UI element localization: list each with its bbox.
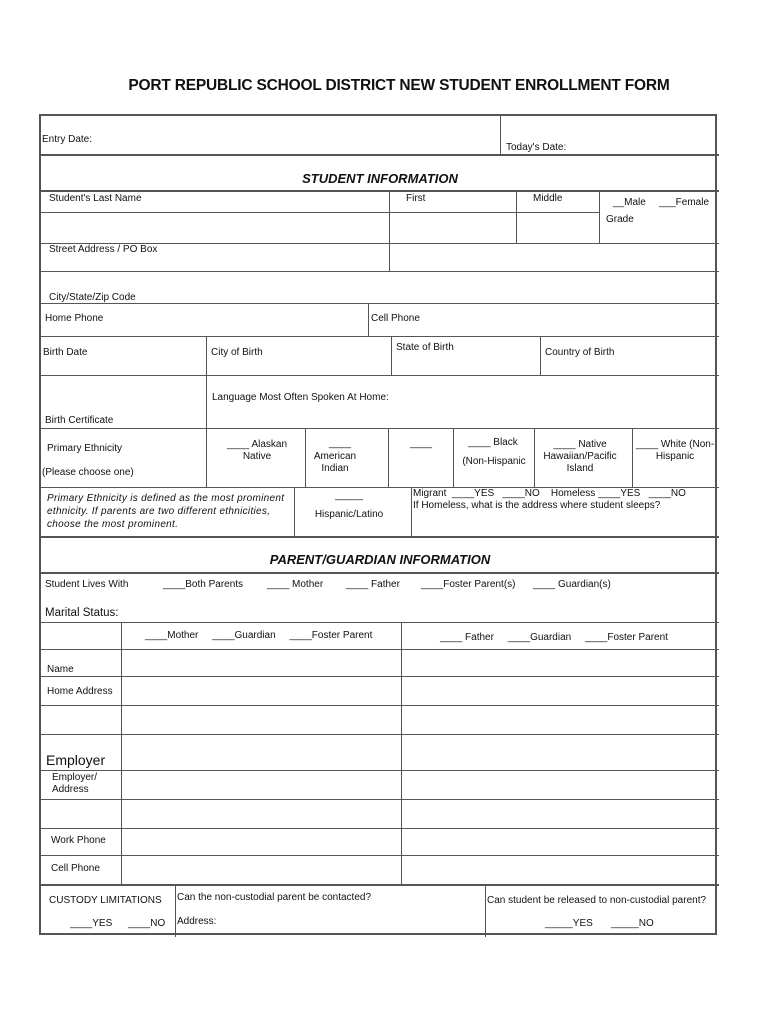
ethnicity-american-blank[interactable]: ____ [328,438,352,449]
ethnicity-black-sub: (Non-Hispanic [462,456,526,467]
parent-right-options[interactable]: ____ Father ____Guardian ____Foster Parent [440,632,668,643]
homeless-address-question: If Homeless, what is the address where student sleeps? [413,500,661,511]
form-rule-line [41,375,719,376]
form-rule-line [41,271,719,272]
form-rule-line [368,303,369,337]
form-rule-line [206,336,207,375]
form-rule-line [41,212,599,213]
female-option[interactable]: ___Female [659,197,710,208]
form-rule-line [41,676,719,677]
cell-phone-label: Cell Phone [371,313,420,324]
todays-date-label: Today's Date: [506,142,567,153]
form-rule-line [41,799,719,800]
form-rule-line [41,336,719,337]
form-rule-line [41,622,719,623]
form-rule-line [41,705,719,706]
grade-label: Grade [606,214,634,225]
form-rule-line [175,885,176,937]
custody-yes-option[interactable]: ____YES [70,918,113,929]
ethnicity-black[interactable]: ____ Black [468,437,518,448]
lives-with-foster[interactable]: ____Foster Parent(s) [421,579,516,590]
form-rule-line [41,649,719,650]
form-rule-line [305,428,306,487]
form-rule-line [41,770,719,771]
city-state-zip-label: City/State/Zip Code [49,292,136,303]
form-rule-line [516,191,517,244]
first-name-label: First [406,193,426,204]
parent-cell-phone-label: Cell Phone [51,863,100,874]
form-rule-line [540,336,541,375]
form-rule-line [294,487,295,536]
male-option[interactable]: __Male [613,197,646,208]
release-yes-option[interactable]: _____YES [545,918,593,929]
marital-status-label: Marital Status: [45,607,119,619]
parent-section-title: PARENT/GUARDIAN INFORMATION [269,552,491,567]
city-of-birth-label: City of Birth [211,347,263,358]
form-rule-line [500,116,501,154]
state-of-birth-label: State of Birth [396,342,454,353]
enrollment-form [39,114,717,935]
form-rule-line [632,428,633,487]
middle-name-label: Middle [533,193,563,204]
form-rule-line [41,536,719,538]
contact-question: Can the non-custodial parent be contacted? [177,892,372,903]
ethnicity-alaskan-native[interactable]: ____ Alaskan Native [226,439,288,462]
parent-home-address-label: Home Address [47,686,113,697]
form-rule-line [41,303,719,304]
work-phone-label: Work Phone [51,835,106,846]
ethnicity-blank-option[interactable]: ____ [409,438,433,449]
lives-with-both-parents[interactable]: ____Both Parents [163,579,244,590]
ethnicity-american-indian: American Indian [313,451,357,474]
employer-address-label: Employer/ Address [52,772,98,795]
home-phone-label: Home Phone [45,313,104,324]
form-rule-line [206,428,207,487]
form-rule-line [41,855,719,856]
lives-with-father[interactable]: ____ Father [346,579,400,590]
form-rule-line [41,190,719,192]
form-rule-line [485,885,486,937]
student-section-title: STUDENT INFORMATION [302,171,458,186]
form-rule-line [599,191,600,244]
parent-name-label: Name [47,664,74,675]
form-title: PORT REPUBLIC SCHOOL DISTRICT NEW STUDENT ENROLLMENT FORM [128,77,670,94]
form-rule-line [41,154,719,156]
country-of-birth-label: Country of Birth [545,347,615,358]
ethnicity-hispanic-latino: Hispanic/Latino [314,509,384,520]
form-rule-line [41,734,719,735]
ethnicity-definition-note: Primary Ethnicity is defined as the most prominent ethnicity. If parents are two different ethnicities, choose the most prominent. [47,493,285,530]
release-no-option[interactable]: _____NO [611,918,654,929]
form-rule-line [121,622,122,885]
ethnicity-white[interactable]: ____ White (Non-Hispanic [635,439,715,462]
form-rule-line [41,572,719,574]
form-rule-line [391,336,392,375]
form-rule-line [411,487,412,536]
ethnicity-native-hawaiian[interactable]: ____ Native Hawaiian/Pacific Island [543,439,617,474]
release-question: Can student be released to non-custodial parent? [487,895,707,906]
form-rule-line [41,428,719,429]
migrant-homeless-options[interactable]: Migrant ____YES ____NO Homeless ____YES ____NO [413,488,686,499]
employer-heading: Employer [46,752,106,768]
form-rule-line [41,828,719,829]
language-label: Language Most Often Spoken At Home: [212,392,389,403]
lives-with-guardians[interactable]: ____ Guardian(s) [533,579,611,590]
entry-date-label: Entry Date: [42,134,93,145]
lives-with-label: Student Lives With [45,579,129,590]
street-address-label: Street Address / PO Box [49,244,158,255]
birth-certificate-label: Birth Certificate [45,415,114,426]
form-rule-line [388,428,389,487]
birth-date-label: Birth Date [43,347,88,358]
form-rule-line [206,375,207,428]
form-rule-line [401,622,402,885]
primary-ethnicity-label: Primary Ethnicity [47,443,123,454]
address-label: Address: [177,916,217,927]
hispanic-blank[interactable]: _____ [335,490,363,501]
last-name-label: Student's Last Name [49,193,142,204]
parent-left-options[interactable]: ____Mother ____Guardian ____Foster Parent [145,630,373,641]
form-rule-line [41,884,719,886]
custody-limitations-label: CUSTODY LIMITATIONS [49,895,162,906]
choose-one-label: (Please choose one) [42,467,134,478]
form-rule-line [389,243,390,272]
custody-no-option[interactable]: ____NO [128,918,166,929]
form-rule-line [389,191,390,244]
lives-with-mother[interactable]: ____ Mother [267,579,324,590]
